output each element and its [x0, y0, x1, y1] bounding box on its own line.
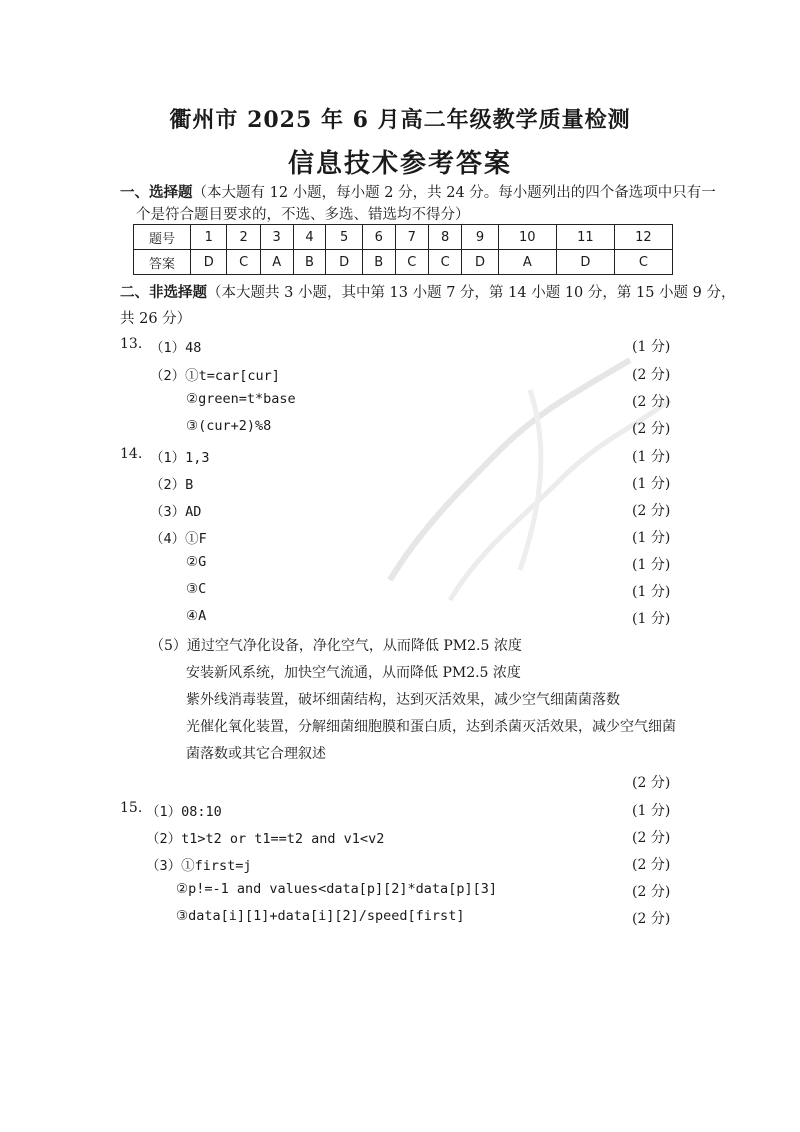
- table-cell: 8: [428, 225, 461, 250]
- page-title: 衢州市 2025 年 6 月高二年级教学质量检测: [169, 107, 631, 133]
- table-cell: B: [293, 250, 326, 275]
- q15-score-4: (2 分): [632, 884, 671, 900]
- table-cell: 1: [191, 225, 227, 250]
- section1-heading: 一、选择题: [120, 184, 193, 201]
- q13-score-3: (2 分): [632, 394, 671, 410]
- q15-answer-3: （3）①first=j: [146, 858, 252, 874]
- q15-score-2: (2 分): [632, 830, 671, 846]
- q13-answer-2: （2）①t=car[cur]: [150, 368, 280, 384]
- page-subtitle: 信息技术参考答案: [287, 149, 512, 179]
- q14-score-2: (1 分): [632, 476, 671, 492]
- q14-answer-1: （1）1,3: [150, 450, 210, 466]
- section2-heading: 二、非选择题: [120, 284, 207, 301]
- q14-number: 14.: [120, 446, 143, 462]
- q14-answer-5: ②G: [186, 554, 207, 570]
- q13-answer-1: （1）48: [150, 340, 202, 356]
- row-label-answer: 答案: [134, 250, 191, 275]
- table-row-answers: [134, 250, 673, 275]
- q14-answer-6: ③C: [186, 581, 207, 597]
- table-cell: D: [191, 250, 227, 275]
- q15-number: 15.: [120, 800, 143, 816]
- table-cell: 4: [293, 225, 326, 250]
- q14-answer-7: ④A: [186, 608, 207, 624]
- q14-part5-score: (2 分): [632, 775, 671, 791]
- section2-note-line1: （本大题共 3 小题，其中第 13 小题 7 分，第 14 小题 10 分，第 15 小题 9 分，: [207, 285, 736, 301]
- q13-answer-3: ②green=t*base: [186, 391, 296, 407]
- table-cell: D: [326, 250, 362, 275]
- table-cell: A: [260, 250, 293, 275]
- section1-note-line2: 个是符合题目要求的，不选、多选、错选均不得分）: [136, 207, 470, 223]
- q14-part5-line1: 安装新风系统，加快空气流通，从而降低 PM2.5 浓度: [186, 665, 521, 681]
- q15-answer-1: （1）08:10: [146, 804, 222, 820]
- q13-score-2: (2 分): [632, 367, 671, 383]
- table-cell: 6: [362, 225, 395, 250]
- q15-answer-5: ③data[i][1]+data[i][2]/speed[first]: [176, 908, 465, 924]
- q14-part5-line4: 菌落数或其它合理叙述: [186, 746, 326, 762]
- q14-score-7: (1 分): [632, 611, 671, 627]
- q14-answer-2: （2）B: [150, 477, 194, 493]
- q15-answer-2: （2）t1>t2 or t1==t2 and v1<v2: [146, 831, 385, 847]
- table-cell: C: [428, 250, 461, 275]
- table-cell: C: [395, 250, 428, 275]
- answer-table: [133, 224, 673, 275]
- q14-part5-label: （5）通过空气净化设备，净化空气，从而降低 PM2.5 浓度: [150, 638, 522, 654]
- q15-score-3: (2 分): [632, 857, 671, 873]
- table-cell: C: [614, 250, 672, 275]
- table-cell: 5: [326, 225, 362, 250]
- q14-score-3: (2 分): [632, 503, 671, 519]
- row-label-number: 题号: [134, 225, 191, 250]
- q14-part5-line3: 光催化氧化装置，分解细菌细胞膜和蛋白质，达到杀菌灭活效果，减少空气细菌: [186, 719, 676, 735]
- table-cell: 2: [227, 225, 260, 250]
- q14-score-6: (1 分): [632, 584, 671, 600]
- table-row-numbers: [134, 225, 673, 250]
- table-cell: 10: [498, 225, 556, 250]
- table-cell: 12: [614, 225, 672, 250]
- q14-score-1: (1 分): [632, 449, 671, 465]
- table-cell: 7: [395, 225, 428, 250]
- table-cell: C: [227, 250, 260, 275]
- table-cell: 3: [260, 225, 293, 250]
- q15-score-5: (2 分): [632, 911, 671, 927]
- table-cell: D: [556, 250, 614, 275]
- table-cell: A: [498, 250, 556, 275]
- q15-answer-4: ②p!=-1 and values<data[p][2]*data[p][3]: [176, 881, 497, 897]
- q14-score-5: (1 分): [632, 557, 671, 573]
- q14-score-4: (1 分): [632, 530, 671, 546]
- q14-answer-3: （3）AD: [150, 504, 202, 520]
- q13-score-4: (2 分): [632, 421, 671, 437]
- q14-part5-line2: 紫外线消毒装置，破坏细菌结构，达到灭活效果，减少空气细菌菌落数: [186, 692, 620, 708]
- section1-note-line1: （本大题有 12 小题，每小题 2 分，共 24 分。每小题列出的四个备选项中只有一: [192, 185, 716, 201]
- table-cell: D: [462, 250, 498, 275]
- table-cell: 9: [462, 225, 498, 250]
- q13-number: 13.: [120, 336, 143, 352]
- table-cell: 11: [556, 225, 614, 250]
- q14-answer-4: （4）①F: [150, 531, 207, 547]
- section2-note-line2: 共 26 分）: [120, 311, 192, 327]
- q13-answer-4: ③(cur+2)%8: [186, 418, 272, 434]
- table-cell: B: [362, 250, 395, 275]
- q13-score-1: (1 分): [632, 339, 671, 355]
- section2-intro: [120, 280, 736, 306]
- q15-score-1: (1 分): [632, 803, 671, 819]
